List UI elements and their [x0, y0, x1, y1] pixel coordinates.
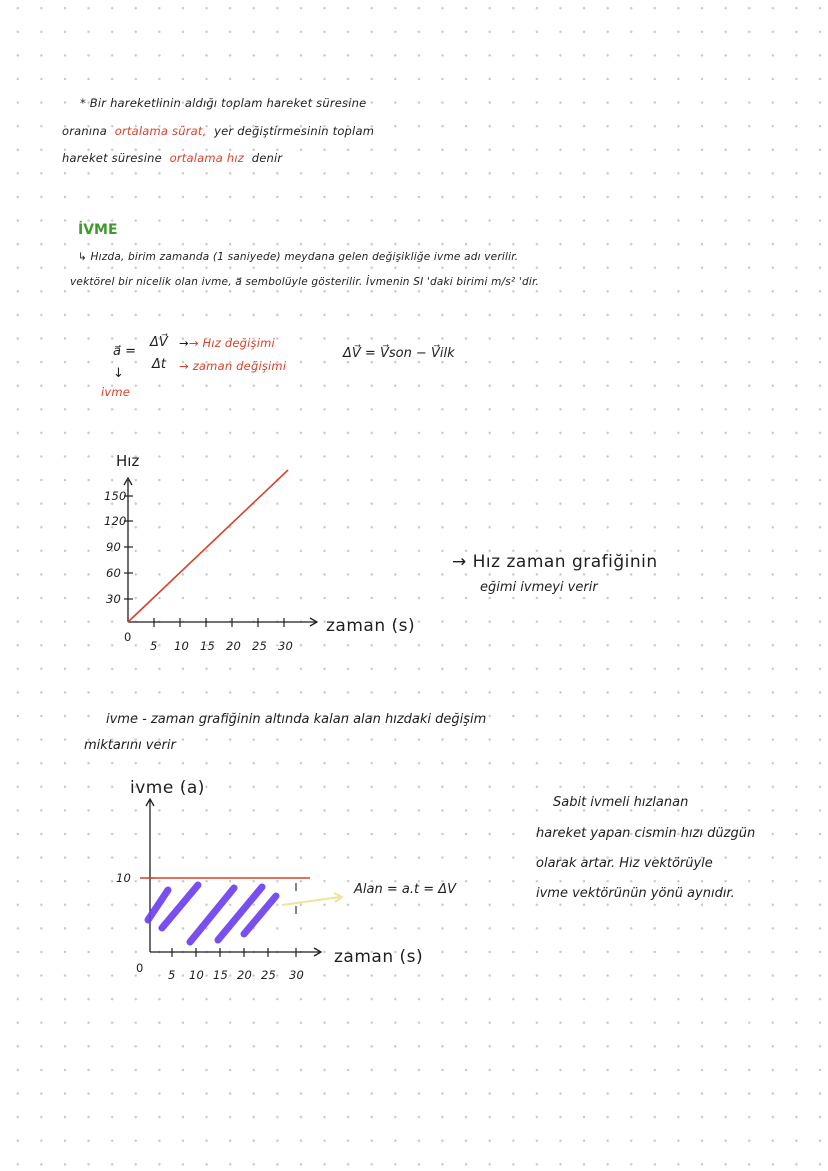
intro-line-3-a: hareket süresine	[62, 151, 162, 165]
formula-lhs-label: ivme	[101, 385, 131, 399]
formula-denominator: Δt	[152, 357, 166, 372]
graph2-xtick-label-10: 10	[189, 968, 205, 982]
graph2-xtick-label-30: 30	[289, 968, 305, 982]
intro-line-1: * Bir hareketlinin aldığı toplam hareket süresine	[80, 96, 367, 110]
area-pointer-arrow	[282, 897, 340, 905]
graph2-area-hatching	[148, 885, 276, 942]
graph1-xlabel: zaman (s)	[326, 616, 416, 636]
graph2-xtick-label-20: 20	[237, 968, 253, 982]
graph1-xtick-label-15: 15	[200, 639, 216, 653]
graph1-xtick-label-25: 25	[252, 639, 268, 653]
formula-numerator: ΔV⃗	[150, 335, 168, 350]
graph1-velocity-line	[128, 470, 288, 622]
graph2-note-line-4: ivme vektörünün yönü aynıdır.	[536, 886, 735, 901]
middle-text-line-1: ivme - zaman grafiğinin altında kalan alan hızdaki değişim	[106, 712, 487, 727]
graph2-note-line-2: hareket yapan cismin hızı düzgün	[536, 826, 756, 841]
graph1-xtick-label-20: 20	[226, 639, 242, 653]
graph1-ytick-label-150: 150	[104, 489, 127, 503]
graph2-note-line-1: Sabit ivmeli hızlanan	[553, 795, 689, 810]
numerator-note-text: → Hız değişimi	[188, 336, 275, 350]
graph2-ylabel: ivme (a)	[130, 778, 205, 798]
graph2-note-line-3: olarak artar. Hız vektörüyle	[536, 856, 713, 871]
graph1-ytick-label-90: 90	[106, 540, 122, 554]
intro-ortalama-surat: ortalama sürat,	[114, 124, 207, 138]
ivme-definition-line-1: ↳ Hızda, birim zamanda (1 saniyede) meydana gelen değişikliğe ivme adı verilir.	[78, 251, 519, 263]
graph2-origin: 0	[136, 961, 144, 975]
graph1-origin: 0	[124, 630, 132, 644]
note-arrow: →	[179, 336, 189, 350]
graph1-ylabel: Hız	[116, 452, 140, 470]
denominator-note-text: → zaman değişimi	[179, 359, 287, 373]
graph1-ytick-label-60: 60	[106, 566, 122, 580]
graph2-xtick-label-25: 25	[261, 968, 277, 982]
graph1-ytick-label-30: 30	[106, 592, 122, 606]
graph2-ytick-label-10: 10	[116, 871, 132, 885]
ivme-definition-line-2: vektörel bir nicelik olan ivme, a⃗ sembolüyle gösterilir. İvmenin SI 'daki birimi m/s² 'dir.	[70, 276, 540, 288]
intro-ortalama-hiz: ortalama hız	[169, 151, 244, 165]
graph2-xtick-label-15: 15	[213, 968, 229, 982]
graph1-note-line-1: → Hız zaman grafiğinin	[452, 552, 658, 572]
graph1-note-line-2: eğimi ivmeyi verir	[480, 580, 598, 595]
hatch-1	[148, 890, 168, 920]
graph1-xtick-label-30: 30	[278, 639, 294, 653]
intro-line-2-b: yer değiştirmesinin toplam	[214, 124, 375, 138]
ivme-heading: İVME	[78, 222, 118, 238]
graph1-ytick-label-120: 120	[104, 514, 127, 528]
intro-line-2-a: oranına	[62, 124, 108, 138]
intro-line-3-b: denir	[251, 151, 283, 165]
middle-text-line-2: miktarını verir	[84, 738, 176, 753]
graph1-xtick-label-5: 5	[150, 639, 158, 653]
graph2-area-label: Alan = a.t = ΔV	[354, 882, 457, 897]
graph2-xlabel: zaman (s)	[334, 947, 424, 967]
graph1-xtick-label-10: 10	[174, 639, 190, 653]
formula-lhs: a⃗ =	[113, 344, 136, 359]
formula-down-arrow: ↓	[113, 366, 124, 381]
graph2-xtick-label-5: 5	[168, 968, 176, 982]
delta-v-formula: ΔV⃗ = V⃗son − V⃗ilk	[343, 346, 455, 361]
